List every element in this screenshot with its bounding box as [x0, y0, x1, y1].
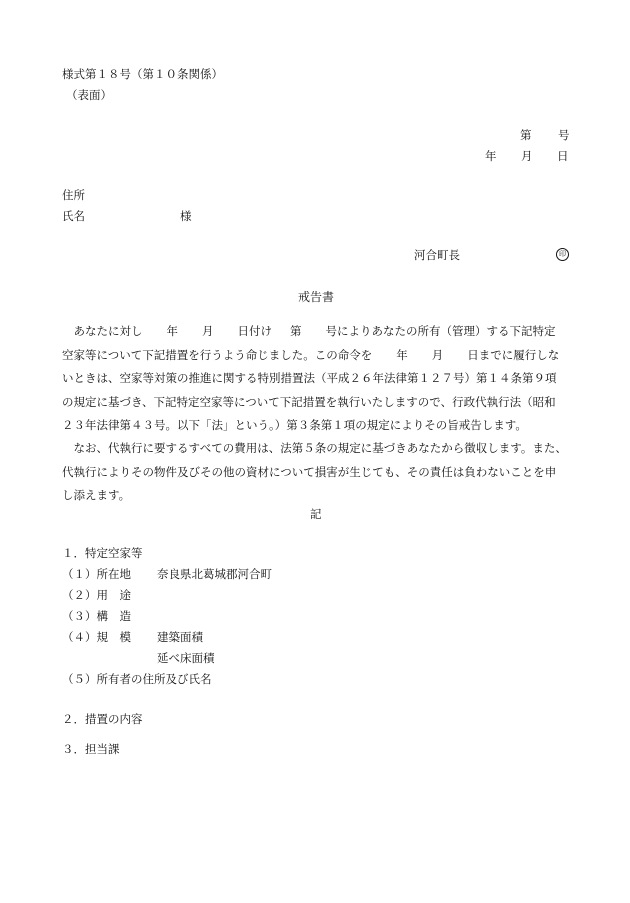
name-label: 氏名: [62, 209, 85, 223]
item-1-4-floor-area: 延べ床面積: [157, 651, 215, 665]
ki-heading: 記: [310, 507, 322, 521]
issuer-title: 河合町長: [414, 248, 460, 262]
item-1-1-value: 奈良県北葛城郡河合町: [157, 567, 272, 581]
body-paragraph-2: [62, 437, 584, 508]
item-2-heading: ２．措置の内容: [62, 712, 143, 726]
doc-number-go: 号: [558, 128, 570, 142]
item-1-4-label: （４）規 模: [62, 630, 131, 644]
doc-number-dai: 第: [520, 128, 532, 142]
body-line: なお、代執行に要するすべての費用は、法第５条の規定に基づきあなたから徴収します。また、: [73, 441, 567, 455]
body-line: の規定に基づき、下記特定空家等について下記措置を執行いたしますので、行政代執行法（昭和: [62, 394, 556, 409]
body-line: 代執行によりその物件及びその他の資材について損害が生じても、その責任は負わないことを申: [62, 464, 557, 479]
body-line: ２３年法律第４３号。以下「法」という。）第３条第１項の規定によりその旨戒告します。: [62, 418, 527, 432]
body-line: あなたに対し 年 月 日付け 第 号によりあなたの所有（管理）する下記特定: [73, 324, 556, 338]
date-day: 日: [557, 149, 569, 163]
item-1-1-label: （１）所在地: [62, 567, 131, 581]
form-side-label: （表面）: [66, 88, 112, 102]
body-line: いときは、空家等対策の推進に関する特別措置法（平成２６年法律第１２７号）第１４条第９項: [62, 371, 557, 385]
body-paragraph-1: [62, 320, 584, 438]
honorific-sama: 様: [180, 209, 192, 223]
date-month: 月: [521, 149, 533, 163]
body-line: 空家等について下記措置を行うよう命じました。この命令を 年 月 日までに履行しな: [62, 347, 560, 362]
item-1-heading: １．特定空家等: [62, 546, 143, 560]
item-1-5-label: （５）所有者の住所及び氏名: [62, 672, 212, 686]
document-title: 戒告書: [298, 290, 335, 304]
item-1-2-label: （２）用 途: [62, 588, 131, 602]
seal-icon: 印: [556, 248, 569, 261]
item-1-3-label: （３）構 造: [62, 609, 131, 623]
item-3-heading: ３．担当課: [62, 742, 120, 756]
seal-mark: [556, 246, 569, 261]
item-1-4-building-area: 建築面積: [157, 630, 203, 644]
body-line: し添えます。: [62, 488, 131, 502]
date-year: 年: [485, 149, 497, 163]
form-number: 様式第１８号（第１０条関係）: [62, 67, 223, 81]
address-label: 住所: [62, 188, 85, 202]
